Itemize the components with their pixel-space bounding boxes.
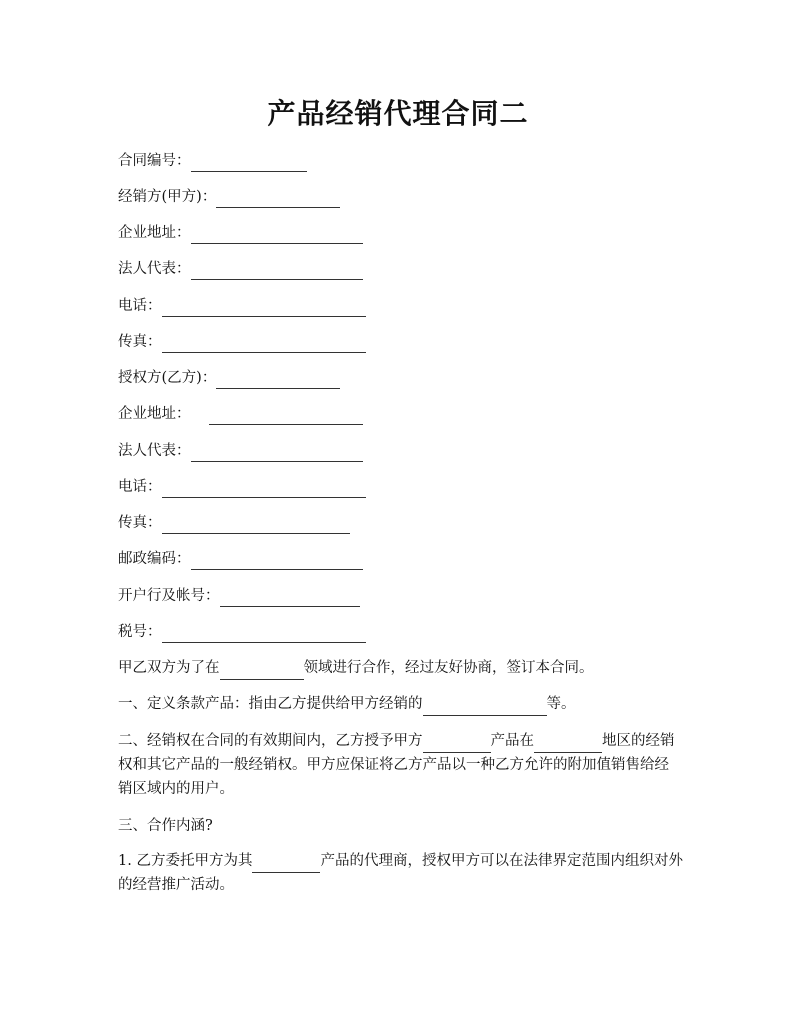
cooperation-text-a: 1. 乙方委托甲方为其 <box>118 853 253 869</box>
dealer-blank[interactable] <box>216 189 340 208</box>
grantor-fax-row <box>118 512 350 534</box>
tax-number-blank[interactable] <box>162 624 366 643</box>
grantor-fax-label: 传真： <box>118 515 162 531</box>
tax-number-label: 税号： <box>118 624 162 640</box>
dealer-address-label: 企业地址： <box>118 225 191 241</box>
definition-text-a: 一、定义条款产品：指由乙方提供给甲方经销的 <box>118 696 423 712</box>
postal-code-label: 邮政编码： <box>118 551 191 567</box>
dealer-row <box>118 186 340 208</box>
intro-text-b: 领域进行合作，经过友好协商，签订本合同。 <box>303 660 594 676</box>
definition-text-b: 等。 <box>546 696 576 712</box>
intro-paragraph <box>118 656 683 680</box>
grantor-phone-blank[interactable] <box>162 479 366 498</box>
cooperation-item-1 <box>118 849 683 897</box>
rights-text-a: 二、经销权在合同的有效期间内，乙方授予甲方 <box>118 733 423 749</box>
dealer-phone-label: 电话： <box>118 298 162 314</box>
grantor-phone-row <box>118 476 366 498</box>
rights-text-b: 产品在 <box>490 733 534 749</box>
cooperation-text-b: 产品的代理商，授权甲方可以在法律界定范围内组织对外的经营推广活动。 <box>118 853 683 893</box>
grantor-row <box>118 367 340 389</box>
definition-paragraph <box>118 692 683 716</box>
dealer-legal-rep-label: 法人代表： <box>118 261 191 277</box>
contract-number-label: 合同编号： <box>118 153 191 169</box>
grantor-address-blank[interactable] <box>209 406 363 425</box>
dealer-address-blank[interactable] <box>191 225 363 244</box>
bank-account-label: 开户行及帐号： <box>118 588 220 604</box>
dealer-address-row <box>118 222 363 244</box>
postal-code-blank[interactable] <box>191 551 363 570</box>
grantor-blank[interactable] <box>216 370 340 389</box>
product-blank[interactable] <box>423 698 547 716</box>
contract-number-row <box>118 150 307 172</box>
dealer-legal-rep-blank[interactable] <box>191 261 363 280</box>
rights-text-c: 地区的经销权和其它产品的一般经销权。甲方应保证将乙方产品以一种乙方允许的附加值销售给经销区域内的用户。 <box>118 733 675 797</box>
grantor-phone-label: 电话： <box>118 479 162 495</box>
dealer-phone-row <box>118 295 366 317</box>
grantor-address-row <box>118 403 363 425</box>
tax-number-row <box>118 621 366 643</box>
agency-product-blank[interactable] <box>252 855 320 873</box>
dealer-fax-label: 传真： <box>118 334 162 350</box>
dealer-fax-blank[interactable] <box>162 334 366 353</box>
dealer-fax-row <box>118 331 366 353</box>
dealer-phone-blank[interactable] <box>162 298 366 317</box>
grantor-fax-blank[interactable] <box>162 515 350 534</box>
bank-account-row <box>118 585 360 607</box>
rights-product-blank[interactable] <box>423 735 491 753</box>
intro-text-a: 甲乙双方为了在 <box>118 660 220 676</box>
grantor-legal-rep-row <box>118 440 363 462</box>
dealer-label: 经销方(甲方)： <box>118 189 217 205</box>
region-blank[interactable] <box>534 735 602 753</box>
field-blank[interactable] <box>220 662 304 680</box>
rights-paragraph <box>118 729 683 801</box>
grantor-address-label: 企业地址： <box>118 406 191 422</box>
grantor-legal-rep-label: 法人代表： <box>118 443 191 459</box>
bank-account-blank[interactable] <box>220 588 360 607</box>
cooperation-heading: 三、合作内涵? <box>118 818 213 834</box>
grantor-label: 授权方(乙方)： <box>118 370 217 386</box>
contract-number-blank[interactable] <box>191 153 307 172</box>
dealer-legal-rep-row <box>118 258 363 280</box>
grantor-legal-rep-blank[interactable] <box>191 443 363 462</box>
document-title: 产品经销代理合同二 <box>267 97 529 130</box>
postal-code-row <box>118 548 363 570</box>
